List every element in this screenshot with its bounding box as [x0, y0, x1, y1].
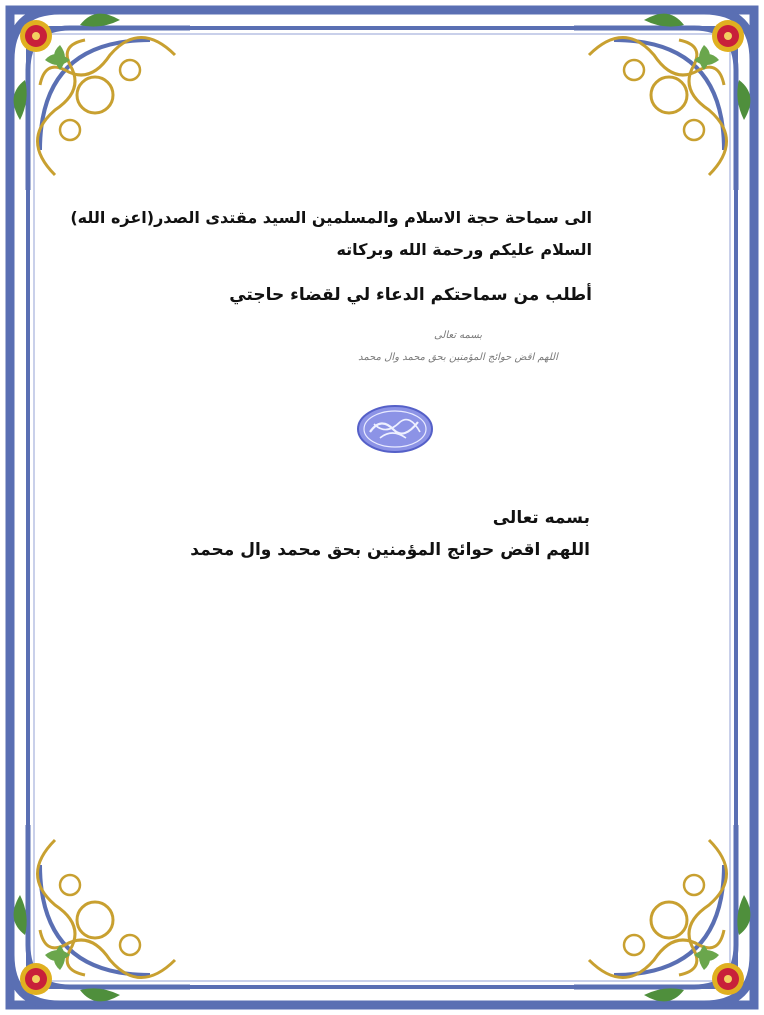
addressee-line: الى سماحة حجة الاسلام والمسلمين السيد مقتدى الصدر(اعزه الله)	[70, 208, 592, 227]
request-line: أطلب من سماحتكم الدعاء لي لقضاء حاجتي	[229, 285, 592, 305]
handwritten-reply-line1: بسمه تعالى	[433, 330, 483, 341]
greeting-line: السلام عليكم ورحمة الله وبركاته	[336, 240, 592, 259]
reply-line: اللهم اقض حوائج المؤمنين بحق محمد وال محمد	[190, 540, 590, 560]
handwritten-reply	[318, 322, 598, 372]
reply-heading: بسمه تعالى	[492, 508, 590, 528]
seal-stamp	[356, 404, 434, 454]
handwritten-reply-line2: اللهم اقض حوائج المؤمنين بحق محمد وال محمد	[358, 352, 558, 363]
